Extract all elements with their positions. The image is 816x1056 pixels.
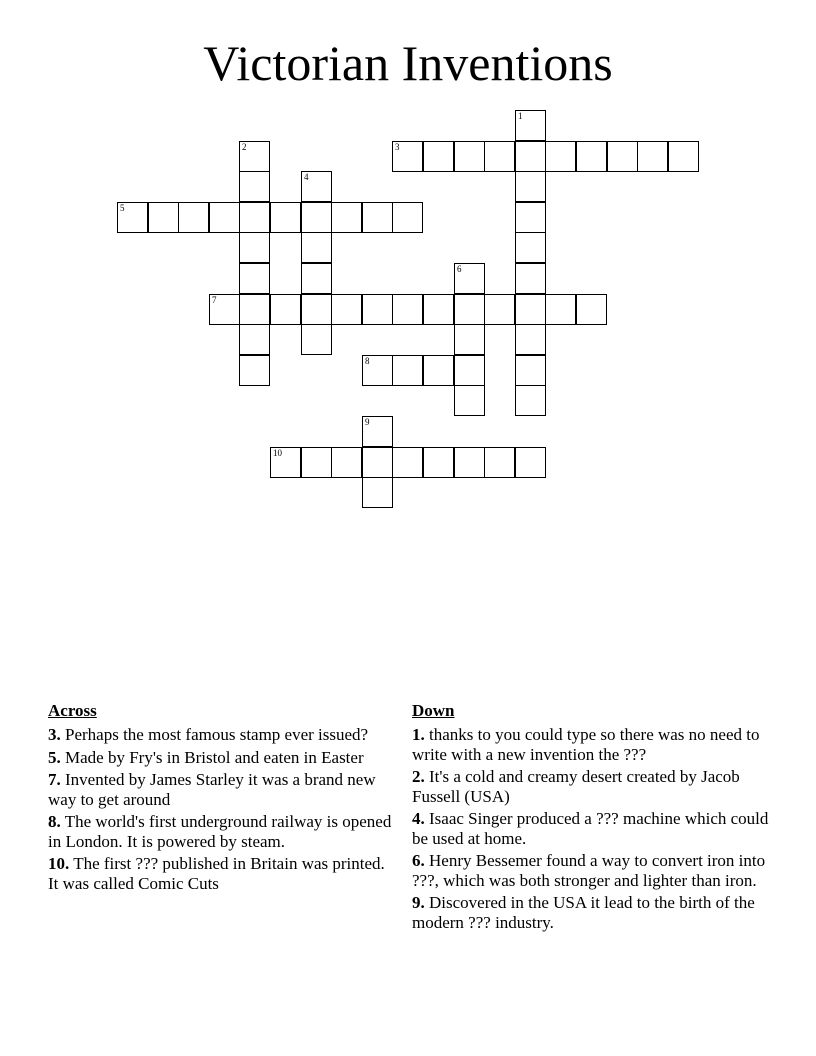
grid-cell[interactable]: [362, 355, 393, 386]
grid-cell[interactable]: [239, 263, 270, 294]
down-heading: Down: [412, 701, 455, 720]
grid-cell[interactable]: [178, 202, 209, 233]
grid-cell[interactable]: [423, 141, 454, 172]
grid-cell[interactable]: [515, 171, 546, 202]
grid-cell[interactable]: [301, 324, 332, 355]
grid-cell[interactable]: [515, 447, 546, 478]
grid-cell[interactable]: [270, 202, 301, 233]
grid-cell[interactable]: [515, 294, 546, 325]
clue-text: Made by Fry's in Bristol and eaten in Easter: [65, 747, 364, 767]
clue-down-6: [412, 851, 782, 890]
cell-number: 4: [304, 172, 309, 182]
clue-text: Henry Bessemer found a way to convert iron into ???, which was both stronger and lighter than iron.: [412, 851, 766, 890]
grid-cell[interactable]: [209, 202, 240, 233]
clue-number: 2.: [412, 767, 425, 786]
clue-number: 3.: [48, 725, 61, 744]
grid-cell[interactable]: [515, 263, 546, 294]
clue-text: The world's first underground railway is opened in London. It is powered by steam.: [48, 812, 392, 851]
grid-cell[interactable]: [392, 202, 423, 233]
grid-cell[interactable]: [515, 110, 546, 141]
grid-cell[interactable]: [362, 477, 393, 508]
clue-text: thanks to you could type so there was no need to write with a new invention the ???: [412, 725, 760, 764]
grid-cell[interactable]: [331, 294, 362, 325]
grid-cell[interactable]: [545, 294, 576, 325]
grid-cell[interactable]: [454, 324, 485, 355]
grid-cell[interactable]: [515, 141, 546, 172]
grid-cell[interactable]: [239, 141, 270, 172]
clue-number: 10.: [48, 854, 70, 873]
grid-cell[interactable]: [576, 294, 607, 325]
grid-cell[interactable]: [239, 202, 270, 233]
grid-cell[interactable]: [454, 355, 485, 386]
grid-cell[interactable]: [515, 232, 546, 263]
clue-number: 4.: [412, 809, 425, 828]
grid-cell[interactable]: [545, 141, 576, 172]
grid-cell[interactable]: [301, 232, 332, 263]
clue-across-3: [48, 725, 393, 745]
grid-cell[interactable]: [637, 141, 668, 172]
clue-number: 5.: [48, 747, 61, 767]
cell-number: 10: [273, 448, 282, 458]
across-clues: [48, 700, 393, 896]
grid-cell[interactable]: [423, 355, 454, 386]
grid-cell[interactable]: [454, 141, 485, 172]
grid-cell[interactable]: [331, 447, 362, 478]
grid-cell[interactable]: [239, 355, 270, 386]
grid-cell[interactable]: [117, 202, 148, 233]
clue-number: 7.: [48, 770, 61, 789]
grid-cell[interactable]: [392, 355, 423, 386]
clue-text: Isaac Singer produced a ??? machine which could be used at home.: [412, 809, 769, 848]
across-heading: Across: [48, 701, 97, 720]
clue-down-4: [412, 809, 782, 848]
grid-cell[interactable]: [239, 171, 270, 202]
grid-cell[interactable]: [576, 141, 607, 172]
grid-cell[interactable]: [301, 202, 332, 233]
grid-cell[interactable]: [454, 447, 485, 478]
cell-number: 9: [365, 417, 370, 427]
clue-across-8: [48, 812, 393, 851]
cell-number: 1: [518, 111, 523, 121]
clue-down-1: [412, 725, 782, 764]
clue-text: Invented by James Starley it was a brand new way to get around: [48, 770, 376, 809]
grid-cell[interactable]: [668, 141, 699, 172]
grid-cell[interactable]: [148, 202, 179, 233]
grid-cell[interactable]: [362, 416, 393, 447]
grid-cell[interactable]: [454, 263, 485, 294]
clue-across-7: [48, 770, 393, 809]
clue-text: The first ??? published in Britain was printed. It was called Comic Cuts: [48, 854, 385, 893]
cell-number: 2: [242, 142, 247, 152]
grid-cell[interactable]: [301, 171, 332, 202]
grid-cell[interactable]: [607, 141, 638, 172]
clue-across-10: [48, 854, 393, 893]
grid-cell[interactable]: [454, 294, 485, 325]
clue-down-9: [412, 893, 782, 932]
grid-cell[interactable]: [515, 355, 546, 386]
grid-cell[interactable]: [270, 294, 301, 325]
cell-number: 5: [120, 203, 125, 213]
grid-cell[interactable]: [484, 294, 515, 325]
grid-cell[interactable]: [239, 324, 270, 355]
down-clues: [412, 700, 782, 935]
grid-cell[interactable]: [392, 294, 423, 325]
clue-number: 9.: [412, 893, 425, 912]
grid-cell[interactable]: [454, 385, 485, 416]
clue-text: Discovered in the USA it lead to the birth of the modern ??? industry.: [412, 893, 755, 932]
clue-down-2: [412, 767, 782, 806]
grid-cell[interactable]: [515, 202, 546, 233]
grid-cell[interactable]: [423, 447, 454, 478]
clue-number: 1.: [412, 725, 425, 744]
cell-number: 7: [212, 295, 217, 305]
grid-cell[interactable]: [270, 447, 301, 478]
grid-cell[interactable]: [331, 202, 362, 233]
cell-number: 8: [365, 356, 370, 366]
grid-cell[interactable]: [392, 447, 423, 478]
grid-cell[interactable]: [484, 447, 515, 478]
grid-cell[interactable]: [239, 294, 270, 325]
clue-text: Perhaps the most famous stamp ever issued?: [65, 725, 369, 744]
grid-cell[interactable]: [362, 447, 393, 478]
grid-cell[interactable]: [301, 447, 332, 478]
grid-cell[interactable]: [515, 385, 546, 416]
grid-cell[interactable]: [239, 232, 270, 263]
clue-across-5: [48, 748, 393, 768]
grid-cell[interactable]: [423, 294, 454, 325]
cell-number: 3: [395, 142, 400, 152]
grid-cell[interactable]: [301, 294, 332, 325]
page-title: Victorian Inventions: [203, 35, 613, 91]
clue-text: It's a cold and creamy desert created by Jacob Fussell (USA): [412, 767, 740, 806]
clue-number: 8.: [48, 812, 61, 831]
grid-cell[interactable]: [392, 141, 423, 172]
grid-cell[interactable]: [515, 324, 546, 355]
grid-cell[interactable]: [484, 141, 515, 172]
grid-cell[interactable]: [209, 294, 240, 325]
grid-cell[interactable]: [362, 202, 393, 233]
clue-number: 6.: [412, 851, 425, 870]
cell-number: 6: [457, 264, 462, 274]
grid-cell[interactable]: [301, 263, 332, 294]
grid-cell[interactable]: [362, 294, 393, 325]
